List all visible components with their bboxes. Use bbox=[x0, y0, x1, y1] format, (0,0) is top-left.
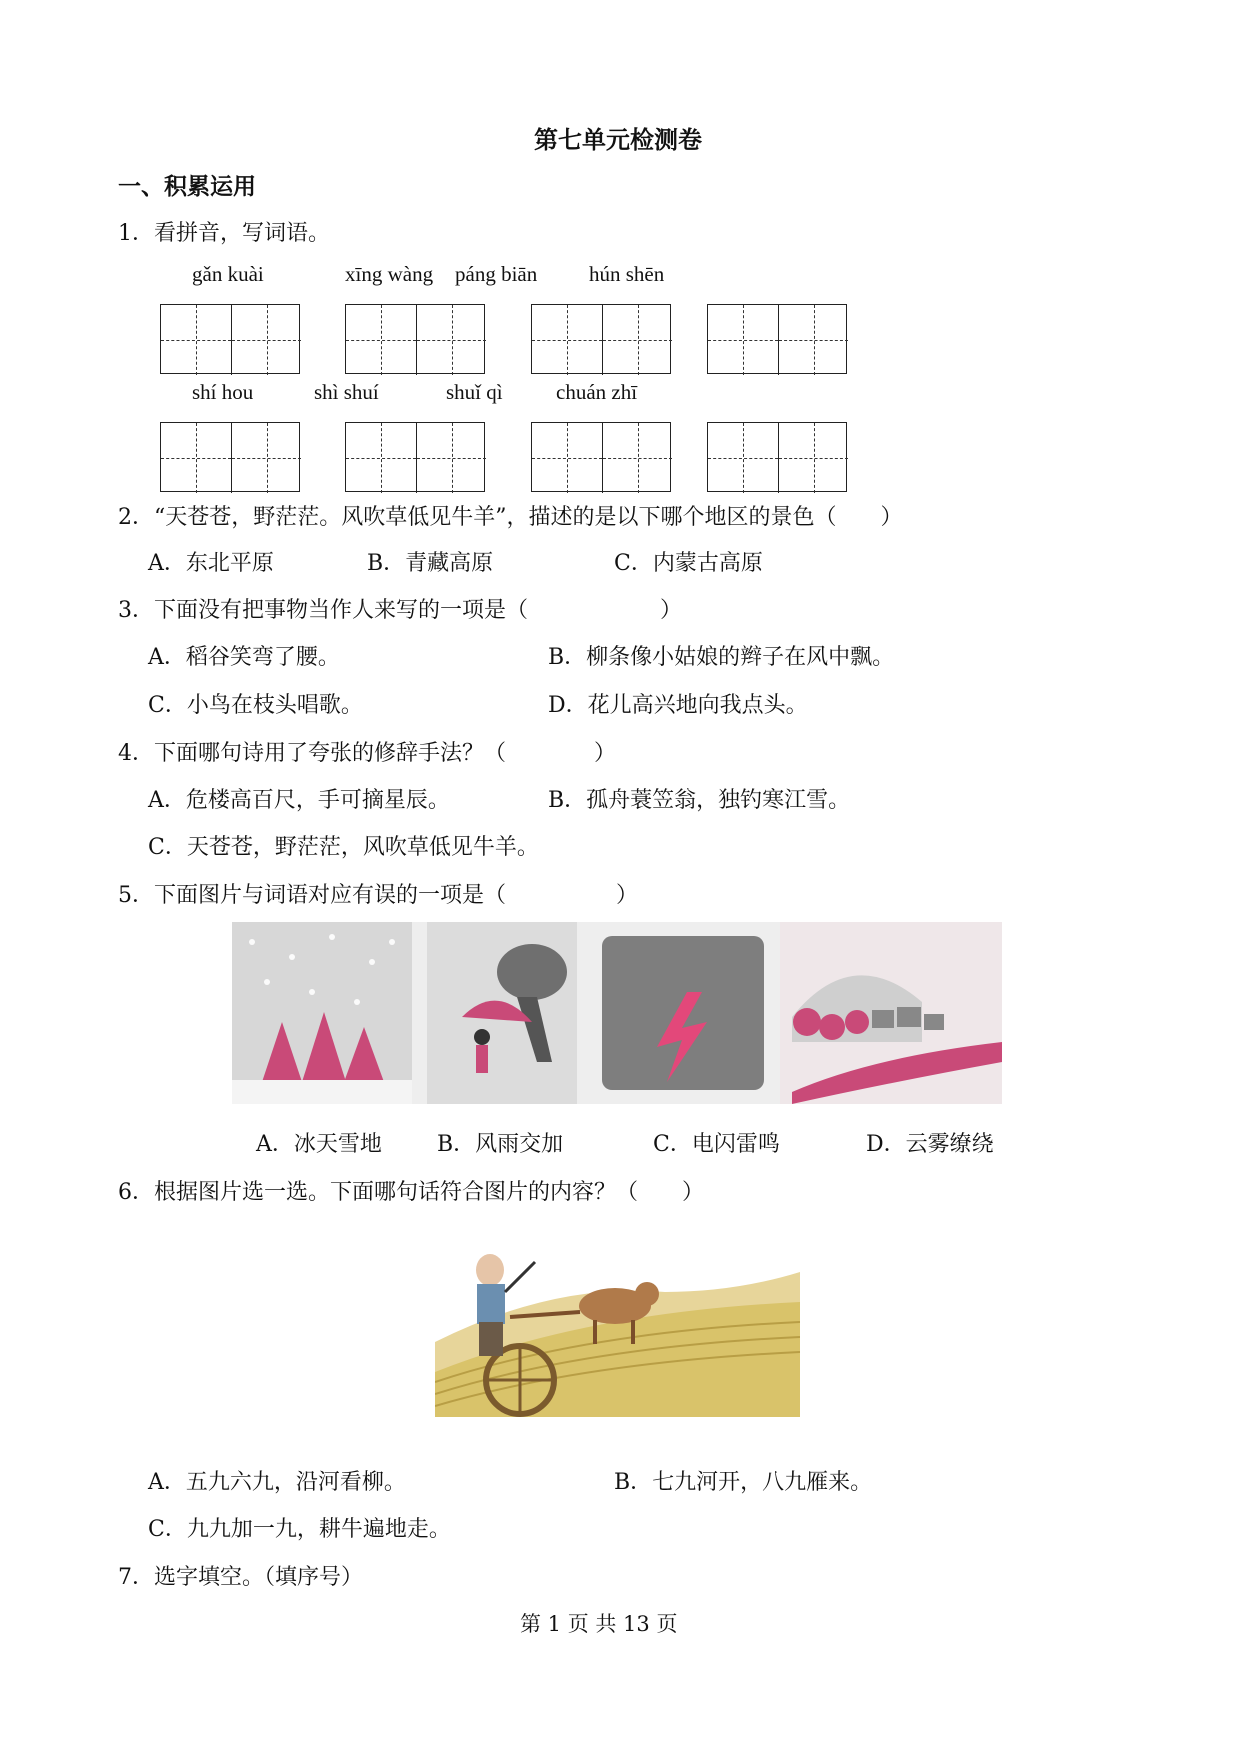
q5-option-b[interactable]: B．风雨交加 bbox=[437, 1132, 564, 1157]
q3-option-b[interactable]: B．柳条像小姑娘的辫子在风中飘。 bbox=[548, 645, 895, 670]
page-title: 第七单元检测卷 bbox=[534, 126, 702, 154]
q5-option-c[interactable]: C．电闪雷鸣 bbox=[653, 1132, 780, 1157]
pinyin-1: gǎn kuài bbox=[192, 262, 264, 286]
q4-option-a[interactable]: A．危楼高百尺，手可摘星辰。 bbox=[148, 788, 450, 813]
pinyin-6: shì shuí bbox=[314, 380, 379, 404]
question-1-stem: 1．看拼音，写词语。 bbox=[118, 221, 330, 246]
pinyin-7: shuǐ qì bbox=[446, 380, 503, 404]
question-2-stem: 2．“天苍苍，野茫茫。风吹草低见牛羊”，描述的是以下哪个地区的景色（ ） bbox=[118, 505, 903, 530]
section-heading: 一、积累运用 bbox=[118, 174, 256, 200]
question-4-stem: 4．下面哪句诗用了夸张的修辞手法？（ ） bbox=[118, 741, 616, 766]
q6-option-c[interactable]: C．九九加一九，耕牛遍地走。 bbox=[148, 1517, 451, 1542]
tianzige-box[interactable] bbox=[345, 304, 485, 374]
pinyin-2: xīng wàng bbox=[345, 262, 434, 286]
q6-option-a[interactable]: A．五九六九，沿河看柳。 bbox=[148, 1470, 406, 1495]
farmer-icon bbox=[476, 1254, 504, 1286]
q4-option-c[interactable]: C．天苍苍，野茫茫，风吹草低见牛羊。 bbox=[148, 835, 539, 860]
q2-option-c[interactable]: C．内蒙古高原 bbox=[614, 551, 763, 576]
pinyin-3: páng biān bbox=[455, 262, 538, 286]
tianzige-box[interactable] bbox=[160, 422, 300, 492]
tianzige-box[interactable] bbox=[707, 422, 847, 492]
pinyin-8: chuán zhī bbox=[556, 380, 638, 404]
pinyin-4: hún shēn bbox=[589, 262, 665, 286]
q6-option-b[interactable]: B．七九河开，八九雁来。 bbox=[614, 1470, 873, 1495]
question-5-stem: 5．下面图片与词语对应有误的一项是（ ） bbox=[118, 883, 638, 908]
q4-option-b[interactable]: B．孤舟蓑笠翁，独钓寒江雪。 bbox=[548, 788, 851, 813]
q3-option-c[interactable]: C．小鸟在枝头唱歌。 bbox=[148, 693, 363, 718]
page-footer: 第 1 页 共 13 页 bbox=[520, 1612, 678, 1636]
farmer-ox-image bbox=[435, 1222, 800, 1417]
q2-option-a[interactable]: A．东北平原 bbox=[148, 551, 274, 576]
tianzige-box[interactable] bbox=[345, 422, 485, 492]
q5-option-d[interactable]: D．云雾缭绕 bbox=[866, 1132, 994, 1157]
tianzige-box[interactable] bbox=[160, 304, 300, 374]
q2-option-b[interactable]: B．青藏高原 bbox=[367, 551, 494, 576]
pinyin-5: shí hou bbox=[192, 380, 254, 404]
weather-scenes-image bbox=[232, 922, 1002, 1104]
q3-option-a[interactable]: A．稻谷笑弯了腰。 bbox=[148, 645, 340, 670]
tianzige-box[interactable] bbox=[531, 422, 671, 492]
question-6-stem: 6．根据图片选一选。下面哪句话符合图片的内容？（ ） bbox=[118, 1180, 704, 1205]
q3-option-d[interactable]: D．花儿高兴地向我点头。 bbox=[548, 693, 808, 718]
tianzige-box[interactable] bbox=[531, 304, 671, 374]
tianzige-box[interactable] bbox=[707, 304, 847, 374]
q5-option-a[interactable]: A．冰天雪地 bbox=[256, 1132, 382, 1157]
question-3-stem: 3．下面没有把事物当作人来写的一项是（ ） bbox=[118, 598, 682, 623]
question-7-stem: 7．选字填空。（填序号） bbox=[118, 1565, 363, 1590]
